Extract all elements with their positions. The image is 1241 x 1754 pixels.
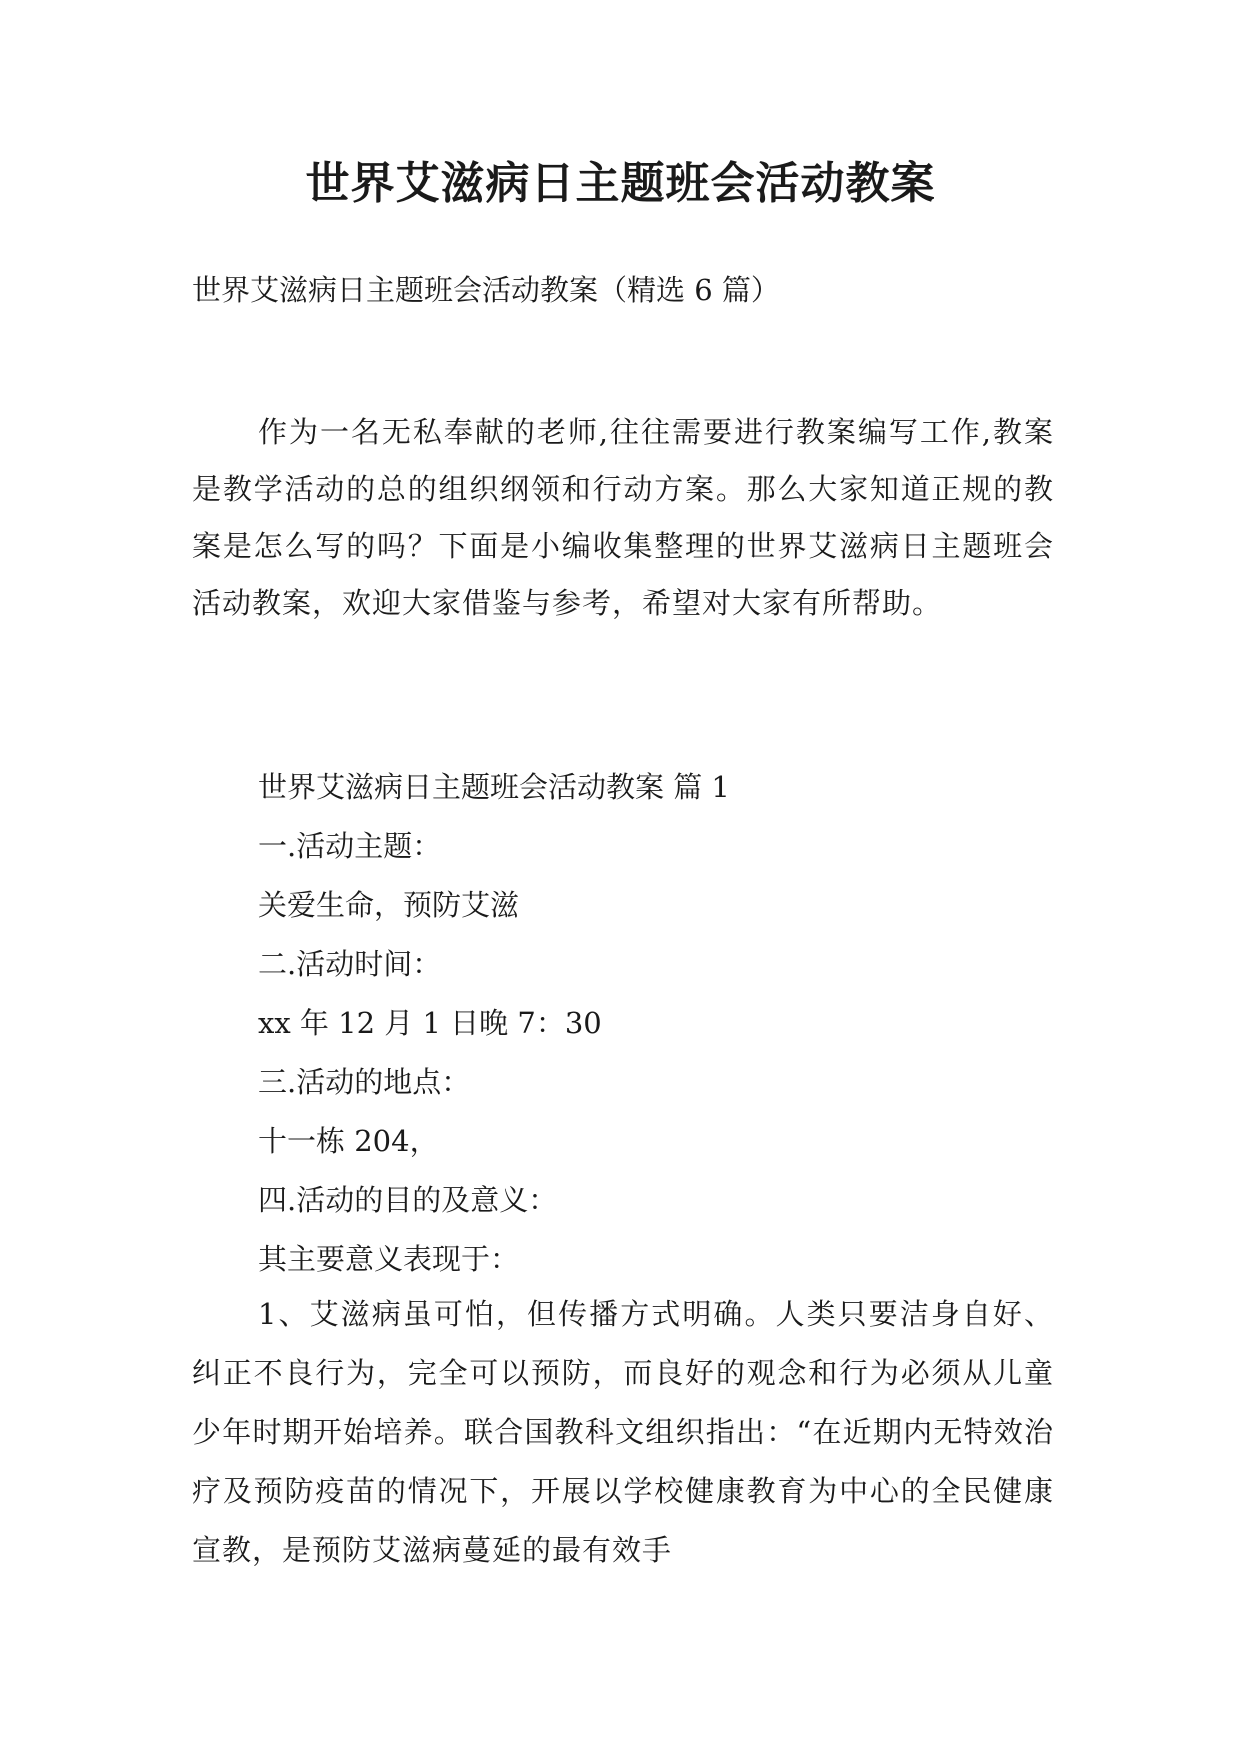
outline-value-location: 十一栋 204， <box>258 1124 439 1158</box>
outline-value-time: xx 年 12 月 1 日晚 7：30 <box>258 1006 602 1040</box>
outline-item-time: 二.活动时间： <box>258 947 442 981</box>
outline-item-location: 三.活动的地点： <box>258 1065 471 1099</box>
document-title: 世界艾滋病日主题班会活动教案 <box>305 158 936 209</box>
intro-paragraph: 作为一名无私奉献的老师,往往需要进行教案编写工作,教案是教学活动的总的组织纲领和行动方案。那么大家知道正规的教案是怎么写的吗？下面是小编收集整理的世界艾滋病日主题班会活动教案，欢迎大家借鉴与参考，希望对大家有所帮助。 <box>192 415 1054 620</box>
outline-item-purpose: 四.活动的目的及意义： <box>258 1183 558 1217</box>
outline-value-theme: 关爱生命，预防艾滋 <box>258 888 520 922</box>
section-heading: 世界艾滋病日主题班会活动教案 篇 1 <box>258 770 730 804</box>
outline-value-purpose: 其主要意义表现于： <box>258 1242 520 1276</box>
lesson-outline <box>192 758 1054 1289</box>
document-subtitle: 世界艾滋病日主题班会活动教案（精选 6 篇） <box>192 273 780 307</box>
body-paragraph-1: 1、艾滋病虽可怕，但传播方式明确。人类只要洁身自好、纠正不良行为，完全可以预防，而良好的观念和行为必须从儿童少年时期开始培养。联合国教科文组织指出：“在近期内无特效治疗及预防疫苗的情况下，开展以学校健康教育为中心的全民健康宣教，是预防艾滋病蔓延的最有效手 <box>192 1297 1054 1567</box>
outline-item-theme: 一.活动主题： <box>258 829 442 863</box>
